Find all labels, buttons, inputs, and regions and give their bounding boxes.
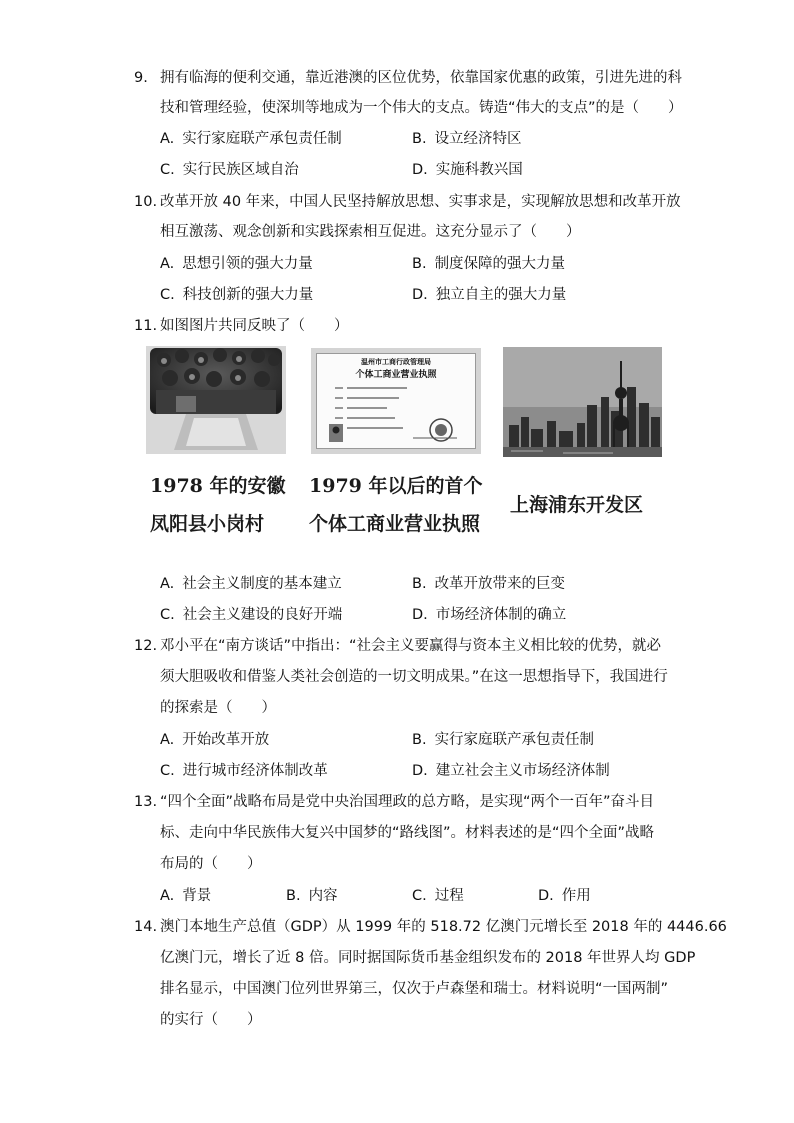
option-d[interactable]: D. 市场经济体制的确立 (412, 607, 567, 623)
option-b[interactable]: B. 改革开放带来的巨变 (412, 576, 566, 592)
question-text-line: 亿澳门元，增长了近 8 倍。同时据国际货币基金组织发布的 2018 年世界人均 GDP (160, 950, 696, 966)
figure-2-caption-line2: 个体工商业营业执照 (309, 513, 481, 535)
option-a[interactable]: A. 思想引领的强大力量 (160, 256, 313, 272)
option-a[interactable]: A. 背景 (160, 888, 212, 904)
license-card (316, 353, 476, 449)
option-a[interactable]: A. 开始改革开放 (160, 732, 270, 748)
figure-2-caption-line1: 1979 年以后的首个 (309, 475, 483, 497)
question-text-line: 澳门本地生产总值（GDP）从 1999 年的 518.72 亿澳门元增长至 2018 年的 4446.66 (160, 919, 727, 935)
option-d[interactable]: D. 独立自主的强大力量 (412, 287, 567, 303)
question-text-line: 改革开放 40 年来，中国人民坚持解放思想、实事求是，实现解放思想和改革开放 (160, 194, 681, 210)
option-c[interactable]: C. 进行城市经济体制改革 (160, 763, 328, 779)
question-text-line: 的探索是（ ） (160, 700, 276, 716)
option-c[interactable]: C. 科技创新的强大力量 (160, 287, 314, 303)
question-text-line: 技和管理经验，使深圳等地成为一个伟大的支点。铸造“伟大的支点”的是（ ） (160, 100, 683, 116)
option-c[interactable]: C. 实行民族区域自治 (160, 162, 299, 178)
option-b[interactable]: B. 制度保障的强大力量 (412, 256, 566, 272)
question-text-line: 拥有临海的便利交通，靠近港澳的区位优势，依靠国家优惠的政策，引进先进的科 (160, 70, 682, 86)
question-number: 11. (134, 318, 158, 334)
figure-3-caption: 上海浦东开发区 (510, 494, 644, 516)
question-text-line: 布局的（ ） (160, 856, 262, 872)
license-issuer: 温州市工商行政管理局 (361, 358, 431, 366)
option-b[interactable]: B. 设立经济特区 (412, 131, 522, 147)
xiaogang-village-photo (146, 346, 286, 454)
question-text-line: 邓小平在“南方谈话”中指出：“社会主义要赢得与资本主义相比较的优势，就必 (160, 638, 662, 654)
question-number: 12. (134, 638, 158, 654)
option-c[interactable]: C. 社会主义建设的良好开端 (160, 607, 343, 623)
question-text-line: 标、走向中华民族伟大复兴中国梦的“路线图”。材料表述的是“四个全面”战略 (160, 825, 655, 841)
pudong-skyline-photo (503, 347, 662, 457)
figure-1-caption-line1: 1978 年的安徽 (150, 475, 286, 497)
option-b[interactable]: B. 实行家庭联产承包责任制 (412, 732, 595, 748)
question-text-line: 相互激荡、观念创新和实践探索相互促进。这充分显示了（ ） (160, 224, 581, 240)
option-d[interactable]: D. 建立社会主义市场经济体制 (412, 763, 610, 779)
question-number: 13. (134, 794, 158, 810)
business-license-photo (311, 348, 481, 454)
option-c[interactable]: C. 过程 (412, 888, 464, 904)
license-heading: 个体工商业营业执照 (355, 370, 437, 380)
option-d[interactable]: D. 实施科教兴国 (412, 162, 523, 178)
question-text-line: 排名显示，中国澳门位列世界第三，仅次于卢森堡和瑞士。材料说明“一国两制” (160, 981, 669, 997)
option-d[interactable]: D. 作用 (538, 888, 591, 904)
option-a[interactable]: A. 社会主义制度的基本建立 (160, 576, 342, 592)
question-number: 9. (134, 70, 148, 86)
figure-1-caption-line2: 凤阳县小岗村 (150, 513, 265, 535)
question-number: 14. (134, 919, 158, 935)
option-b[interactable]: B. 内容 (286, 888, 338, 904)
option-a[interactable]: A. 实行家庭联产承包责任制 (160, 131, 342, 147)
question-text-line: “四个全面”战略布局是党中央治国理政的总方略，是实现“两个一百年”奋斗目 (160, 794, 655, 810)
question-text-line: 须大胆吸收和借鉴人类社会创造的一切文明成果。”在这一思想指导下，我国进行 (160, 669, 668, 685)
question-text-line: 的实行（ ） (160, 1012, 262, 1028)
question-text-line: 如图图片共同反映了（ ） (160, 318, 349, 334)
question-number: 10. (134, 194, 158, 210)
